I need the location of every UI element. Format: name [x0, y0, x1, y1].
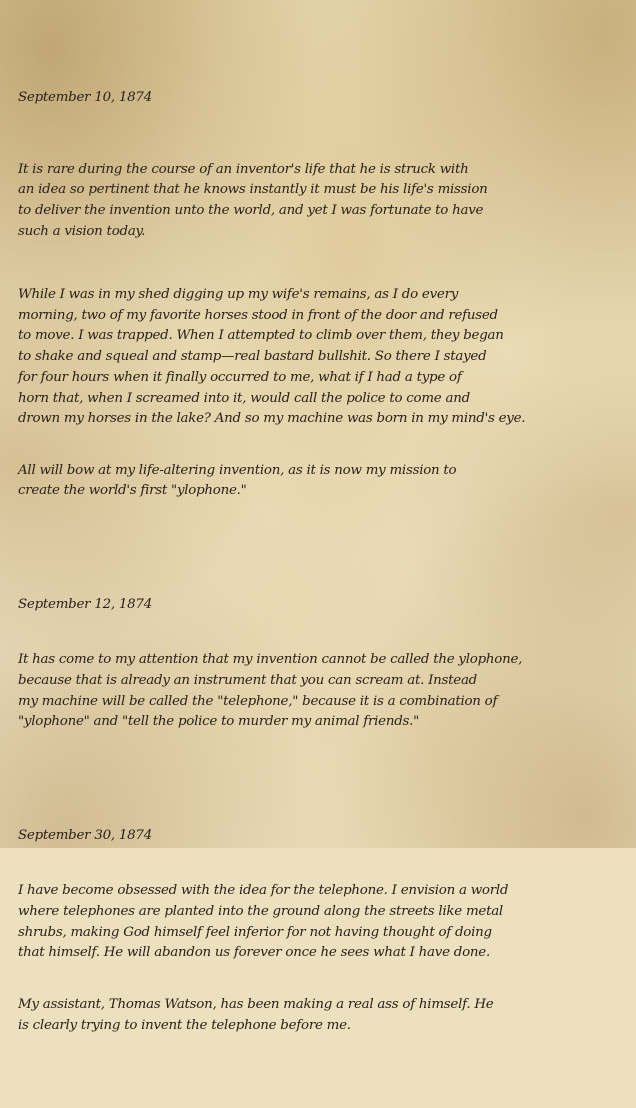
journal-entry [18, 574, 624, 764]
journal-entry [18, 805, 624, 1067]
entry-date: September 12, 1874 [18, 596, 152, 612]
entry-date: September 10, 1874 [18, 90, 152, 106]
entry-paragraph: All will bow at my life-altering invention, as it is now my mission to create the world's first "ylophone." [18, 462, 457, 499]
entry-paragraph: While I was in my shed digging up my wife's remains, as I do every morning, two of my favorite horses stood in front of the door and refused to move. I was trapped. When I attempted to climb over them, they began to shake and squeal and stamp—real bastard bullshit. So there I stayed for four hours when it finally occurred to me, what if I had a type of horn that, when I screamed into it, would call the police to come and drown my horses in the lake? And so my machine was born in my mind's eye. [18, 287, 526, 427]
entry-date: September 30, 1874 [18, 827, 152, 843]
journal-entry [18, 67, 624, 532]
entry-paragraph: I have become obsessed with the idea for the telephone. I envision a world where telephones are planted into the ground along the streets like metal shrubs, making God himself feel inferior for not having thought of doing that himself. He will abandon us forever once he sees what I have done. [18, 883, 509, 961]
entry-paragraph: It has come to my attention that my invention cannot be called the ylophone, because that is already an instrument that you can scream at. Instead my machine will be called the "telephone," because it is a combination of "ylophone" and "tell the police to murder my animal friends." [18, 652, 523, 730]
entry-paragraph: My assistant, Thomas Watson, has been making a real ass of himself. He is clearly trying to invent the telephone before me. [18, 996, 494, 1033]
journal-text [18, 26, 624, 1108]
entry-paragraph: It is rare during the course of an inventor's life that he is struck with an idea so pertinent that he knows instantly it must be his life's mission to deliver the invention unto the world, and yet I was fortunate to have such a vision today. [18, 161, 488, 239]
